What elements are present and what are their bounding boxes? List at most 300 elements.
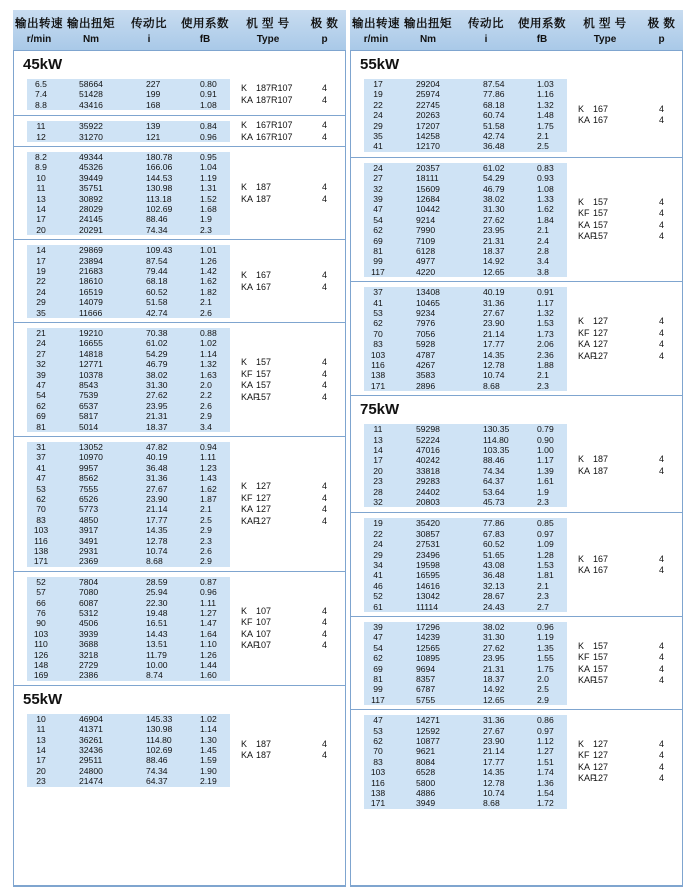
- type-entry: [578, 351, 683, 363]
- type-entry: [241, 270, 346, 282]
- torque-value: 2369: [79, 556, 99, 567]
- type-size: 187: [593, 465, 609, 476]
- type-poles: 4: [659, 663, 665, 674]
- factor-value: 1.61: [537, 476, 554, 487]
- type-poles: 4: [322, 94, 328, 105]
- type-series: KF: [578, 750, 590, 761]
- ratio-value: 199: [146, 89, 161, 100]
- speed-value: 53: [373, 725, 383, 736]
- speed-value: 7.4: [35, 89, 47, 100]
- type-entry: [578, 115, 683, 127]
- speed-value: 22: [373, 99, 383, 110]
- torque-value: 4886: [416, 787, 436, 798]
- type-size: 127: [593, 316, 609, 327]
- type-entry: [578, 197, 683, 209]
- torque-value: 8562: [79, 473, 99, 484]
- speed-value: 171: [370, 380, 386, 391]
- type-series: KA: [578, 565, 591, 576]
- torque-value: 6537: [79, 400, 99, 411]
- speed-value: 54: [373, 642, 383, 653]
- type-entry: [578, 739, 683, 751]
- factor-value: 1.53: [537, 318, 554, 329]
- torque-value: 6526: [79, 494, 99, 504]
- torque-value: 22745: [416, 99, 440, 110]
- data-row: [350, 798, 683, 808]
- header-factor-unit: fB: [536, 34, 548, 45]
- type-entry: [241, 282, 346, 294]
- torque-value: 3218: [79, 649, 99, 660]
- torque-value: 3688: [79, 639, 99, 650]
- type-entry: [578, 231, 683, 243]
- speed-value: 69: [373, 663, 383, 674]
- torque-value: 20263: [416, 110, 440, 121]
- ratio-value: 10.00: [146, 659, 168, 670]
- type-series: KA: [241, 281, 254, 292]
- ratio-value: 166.06: [146, 162, 173, 173]
- speed-value: 41: [36, 462, 46, 473]
- data-row: [13, 714, 346, 724]
- speed-value: 8.9: [35, 162, 47, 173]
- torque-value: 31270: [79, 131, 103, 142]
- torque-value: 21683: [79, 265, 103, 276]
- factor-value: 2.7: [537, 601, 549, 612]
- factor-value: 1.72: [537, 798, 554, 809]
- type-size: 187: [593, 454, 609, 465]
- speed-value: 62: [373, 653, 383, 664]
- type-series: KF: [578, 208, 590, 219]
- type-poles: 4: [659, 196, 665, 207]
- type-series: KA: [241, 94, 254, 105]
- factor-value: 1.11: [200, 452, 217, 463]
- ratio-value: 40.19: [483, 287, 505, 298]
- ratio-value: 8.74: [146, 670, 163, 681]
- speed-value: 103: [33, 525, 49, 536]
- torque-value: 8357: [416, 674, 436, 684]
- ratio-value: 17.77: [483, 339, 505, 350]
- type-poles: 4: [322, 368, 328, 379]
- ratio-value: 27.67: [146, 483, 168, 494]
- speed-value: 17: [36, 755, 46, 766]
- type-series: KAF: [578, 350, 596, 361]
- type-entry: [578, 466, 683, 478]
- factor-value: 1.73: [537, 328, 554, 339]
- factor-value: 0.96: [200, 587, 217, 598]
- ratio-value: 23.95: [483, 225, 505, 236]
- torque-value: 14239: [416, 632, 440, 643]
- type-poles: 4: [659, 339, 665, 350]
- speed-value: 148: [33, 659, 49, 670]
- type-series: K: [241, 83, 248, 94]
- header-torque-label: 输出扭矩: [67, 18, 115, 30]
- type-series: KF: [241, 368, 253, 379]
- ratio-value: 70.38: [146, 328, 168, 338]
- torque-value: 18610: [79, 276, 103, 287]
- factor-value: 1.01: [200, 245, 217, 256]
- torque-value: 35922: [79, 121, 103, 132]
- ratio-value: 14.43: [146, 628, 168, 639]
- speed-value: 14: [373, 444, 383, 455]
- type-size: 157: [593, 208, 609, 219]
- factor-value: 2.5: [537, 141, 549, 152]
- type-list: [241, 182, 346, 205]
- data-row: [13, 766, 346, 776]
- data-row: [350, 184, 683, 194]
- ratio-value: 180.78: [146, 152, 173, 162]
- ratio-value: 46.79: [483, 183, 505, 194]
- speed-value: 14: [36, 744, 46, 755]
- data-row: [13, 204, 346, 214]
- torque-value: 4267: [416, 359, 436, 370]
- ratio-value: 11.79: [146, 649, 167, 660]
- ratio-group: [350, 419, 683, 512]
- factor-value: 0.84: [200, 121, 217, 132]
- type-series: KA: [578, 761, 591, 772]
- type-size: 187: [256, 193, 272, 204]
- ratio-value: 60.52: [146, 286, 168, 297]
- table-header: [13, 10, 346, 50]
- ratio-value: 10.74: [483, 370, 505, 381]
- ratio-value: 67.83: [483, 528, 505, 539]
- header-model-unit: Type: [593, 34, 617, 45]
- ratio-value: 31.30: [146, 380, 168, 390]
- factor-value: 1.27: [200, 607, 217, 618]
- torque-value: 10877: [416, 735, 440, 746]
- ratio-value: 17.77: [146, 514, 168, 525]
- factor-value: 2.1: [200, 504, 212, 515]
- torque-value: 24402: [416, 486, 440, 497]
- torque-value: 14079: [79, 297, 103, 308]
- type-entry: [241, 481, 346, 493]
- factor-value: 1.42: [200, 265, 217, 276]
- type-size: 107: [256, 605, 272, 616]
- torque-value: 45326: [79, 162, 103, 173]
- header-poles-unit: p: [658, 34, 665, 45]
- torque-value: 3917: [79, 525, 99, 536]
- torque-value: 27531: [416, 539, 440, 550]
- ratio-value: 23.90: [483, 318, 505, 329]
- factor-value: 1.39: [537, 465, 554, 476]
- type-poles: 4: [659, 208, 665, 219]
- torque-value: 10895: [416, 653, 440, 664]
- ratio-group: [350, 512, 683, 616]
- type-poles: 4: [322, 738, 328, 749]
- type-size: 167: [593, 115, 609, 126]
- data-row: [350, 267, 683, 277]
- speed-value: 70: [373, 746, 383, 757]
- ratio-value: 45.73: [483, 496, 505, 507]
- speed-value: 37: [36, 452, 46, 463]
- speed-value: 81: [36, 421, 46, 432]
- type-poles: 4: [659, 773, 665, 784]
- ratio-value: 28.59: [146, 576, 168, 587]
- torque-value: 2896: [416, 380, 436, 391]
- header-poles-label: 极 数: [310, 18, 339, 30]
- speed-value: 61: [373, 601, 383, 612]
- speed-value: 24: [373, 162, 383, 173]
- ratio-value: 103.35: [483, 444, 510, 455]
- data-row: [350, 381, 683, 391]
- type-series: KA: [578, 115, 591, 126]
- ratio-value: 74.34: [483, 465, 505, 476]
- factor-value: 1.32: [537, 99, 554, 110]
- data-row: [350, 602, 683, 612]
- speed-value: 116: [34, 535, 48, 546]
- header-factor-label: 使用系数: [518, 18, 566, 30]
- torque-value: 10378: [79, 369, 103, 380]
- data-row: [350, 246, 683, 256]
- type-entry: [578, 208, 683, 220]
- speed-value: 99: [373, 684, 383, 695]
- speed-value: 22: [373, 528, 383, 539]
- torque-value: 4977: [416, 256, 436, 267]
- speed-value: 41: [373, 570, 383, 581]
- type-size: 157: [256, 391, 272, 402]
- type-size: 187: [256, 750, 272, 761]
- factor-value: 2.4: [537, 235, 549, 246]
- speed-value: 83: [36, 514, 46, 525]
- ratio-value: 18.37: [483, 674, 505, 684]
- factor-value: 1.55: [537, 653, 554, 664]
- ratio-value: 40.19: [146, 452, 168, 463]
- torque-value: 29869: [79, 245, 103, 256]
- ratio-value: 79.44: [146, 265, 168, 276]
- type-series: KAF: [578, 773, 596, 784]
- torque-value: 58664: [79, 79, 103, 89]
- factor-value: 1.87: [200, 494, 217, 504]
- type-series: KA: [241, 131, 254, 142]
- type-list: [241, 739, 346, 762]
- factor-value: 1.84: [537, 214, 554, 225]
- type-entry: [241, 629, 346, 641]
- speed-value: 27: [36, 348, 46, 359]
- factor-value: 2.1: [537, 370, 549, 381]
- ratio-value: 21.31: [483, 235, 505, 246]
- ratio-value: 46.79: [146, 359, 168, 370]
- speed-value: 39: [373, 193, 383, 204]
- speed-value: 116: [371, 777, 385, 788]
- torque-value: 5755: [416, 694, 436, 705]
- ratio-value: 102.69: [146, 204, 173, 214]
- type-list: [241, 83, 346, 106]
- type-entry: [241, 750, 346, 762]
- torque-value: 19210: [79, 328, 103, 338]
- type-size: 157: [593, 196, 609, 207]
- torque-value: 11114: [416, 601, 438, 612]
- factor-value: 1.44: [200, 659, 217, 670]
- factor-value: 0.97: [537, 725, 554, 736]
- ratio-value: 113.18: [146, 193, 172, 204]
- torque-value: 40242: [416, 455, 440, 466]
- factor-value: 2.0: [200, 380, 212, 390]
- ratio-value: 87.54: [483, 79, 505, 89]
- left-column: [13, 0, 346, 895]
- data-row: [350, 539, 683, 549]
- data-row: [13, 411, 346, 421]
- factor-value: 1.23: [200, 462, 217, 473]
- type-entry: [578, 328, 683, 340]
- factor-value: 0.95: [200, 152, 217, 162]
- type-size: 167: [256, 270, 272, 281]
- speed-value: 116: [371, 359, 385, 370]
- power-section-title: 55kW: [13, 685, 346, 709]
- ratio-value: 68.18: [483, 99, 505, 110]
- type-size: 167: [593, 103, 609, 114]
- speed-value: 19: [373, 518, 383, 529]
- data-row: [350, 370, 683, 380]
- speed-value: 32: [373, 496, 383, 507]
- ratio-value: 43.08: [483, 559, 505, 570]
- type-poles: 4: [659, 115, 665, 126]
- type-poles: 4: [659, 454, 665, 465]
- ratio-group: [13, 115, 346, 146]
- type-series: K: [578, 553, 585, 564]
- torque-value: 29511: [79, 755, 103, 766]
- ratio-value: 23.90: [483, 735, 505, 746]
- torque-value: 5817: [79, 411, 99, 422]
- ratio-value: 114.80: [146, 734, 172, 745]
- factor-value: 2.6: [200, 400, 212, 411]
- torque-value: 20291: [79, 224, 103, 235]
- ratio-value: 47.82: [146, 442, 168, 452]
- type-list: [241, 606, 346, 652]
- ratio-value: 8.68: [483, 798, 500, 809]
- ratio-value: 32.13: [483, 580, 505, 591]
- factor-value: 0.87: [200, 576, 217, 587]
- factor-value: 1.12: [537, 735, 554, 746]
- factor-value: 1.82: [200, 286, 217, 297]
- torque-value: 36261: [79, 734, 103, 745]
- speed-value: 21: [36, 328, 46, 338]
- speed-value: 110: [34, 639, 48, 650]
- ratio-value: 64.37: [146, 776, 168, 787]
- data-row: [13, 338, 346, 348]
- torque-value: 4850: [79, 514, 99, 525]
- ratio-value: 130.98: [146, 724, 173, 735]
- type-series: KA: [578, 339, 591, 350]
- speed-value: 126: [33, 649, 49, 660]
- ratio-value: 16.51: [146, 618, 168, 629]
- factor-value: 2.5: [537, 684, 549, 695]
- ratio-value: 36.48: [483, 570, 505, 581]
- factor-value: 1.62: [537, 204, 554, 215]
- ratio-value: 38.02: [483, 622, 505, 632]
- ratio-value: 38.02: [483, 193, 505, 204]
- factor-value: 1.53: [537, 559, 554, 570]
- speed-value: 13: [373, 434, 383, 445]
- type-series: KA: [241, 750, 254, 761]
- type-series: KA: [578, 219, 591, 230]
- factor-value: 1.35: [537, 642, 554, 653]
- ratio-value: 60.52: [483, 539, 505, 550]
- header-factor-unit: fB: [199, 34, 211, 45]
- type-entry: [241, 83, 346, 95]
- factor-value: 0.90: [537, 434, 554, 445]
- factor-value: 1.14: [200, 724, 217, 735]
- type-entry: [241, 357, 346, 369]
- data-row: [13, 556, 346, 566]
- speed-value: 23: [36, 776, 46, 787]
- torque-value: 18111: [416, 173, 439, 184]
- torque-value: 10465: [416, 297, 440, 308]
- data-row: [350, 726, 683, 736]
- ratio-value: 114.80: [483, 434, 509, 445]
- factor-value: 1.32: [537, 307, 554, 318]
- factor-value: 1.30: [200, 734, 217, 745]
- torque-value: 2729: [79, 659, 99, 670]
- data-row: [350, 141, 683, 151]
- torque-value: 16655: [79, 338, 103, 349]
- factor-value: 1.75: [537, 663, 554, 674]
- type-poles: 4: [322, 605, 328, 616]
- factor-value: 3.8: [537, 266, 549, 277]
- ratio-value: 74.34: [146, 224, 168, 235]
- factor-value: 0.91: [200, 89, 217, 100]
- torque-value: 29283: [416, 476, 440, 487]
- ratio-group: [350, 157, 683, 281]
- type-size: 157: [593, 640, 609, 651]
- data-row: [13, 536, 346, 546]
- speed-value: 35: [36, 307, 46, 318]
- torque-value: 12592: [416, 725, 440, 736]
- type-poles: 4: [659, 219, 665, 230]
- torque-value: 46904: [79, 713, 103, 724]
- torque-value: 10442: [416, 204, 440, 215]
- ratio-value: 77.86: [483, 518, 505, 529]
- speed-value: 52: [36, 576, 46, 587]
- type-series: K: [578, 103, 585, 114]
- ratio-value: 31.30: [483, 204, 505, 215]
- speed-value: 24: [373, 539, 383, 550]
- speed-value: 20: [36, 765, 46, 776]
- factor-value: 1.47: [200, 618, 217, 629]
- type-size: 167: [593, 553, 609, 564]
- speed-value: 138: [370, 370, 386, 381]
- ratio-value: 54.29: [483, 173, 505, 184]
- factor-value: 1.02: [200, 338, 217, 349]
- factor-value: 1.48: [537, 110, 554, 121]
- ratio-value: 13.51: [146, 639, 168, 650]
- type-entry: [578, 565, 683, 577]
- ratio-value: 145.33: [146, 713, 173, 724]
- torque-value: 41371: [79, 724, 103, 735]
- data-row: [13, 776, 346, 786]
- factor-value: 0.83: [537, 162, 554, 173]
- speed-value: 70: [373, 328, 383, 339]
- type-entry: [241, 194, 346, 206]
- torque-value: 6787: [416, 684, 436, 695]
- torque-value: 7080: [79, 587, 99, 598]
- torque-value: 14616: [416, 580, 440, 591]
- torque-value: 23894: [79, 255, 103, 266]
- ratio-value: 54.29: [146, 348, 168, 359]
- type-size: 127: [593, 773, 609, 784]
- type-series: KF: [578, 327, 590, 338]
- type-size: 107: [256, 628, 272, 639]
- torque-value: 51428: [79, 89, 103, 100]
- data-row: [13, 328, 346, 338]
- torque-value: 5800: [416, 777, 436, 788]
- factor-value: 2.2: [200, 390, 212, 401]
- ratio-value: 21.14: [146, 504, 168, 515]
- data-row: [350, 715, 683, 725]
- torque-value: 13408: [416, 287, 440, 298]
- speed-value: 10: [36, 713, 46, 724]
- type-size: 157: [593, 675, 609, 686]
- factor-value: 1.26: [200, 255, 217, 266]
- data-row: [350, 424, 683, 434]
- speed-value: 24: [36, 286, 46, 297]
- torque-value: 13052: [79, 442, 103, 452]
